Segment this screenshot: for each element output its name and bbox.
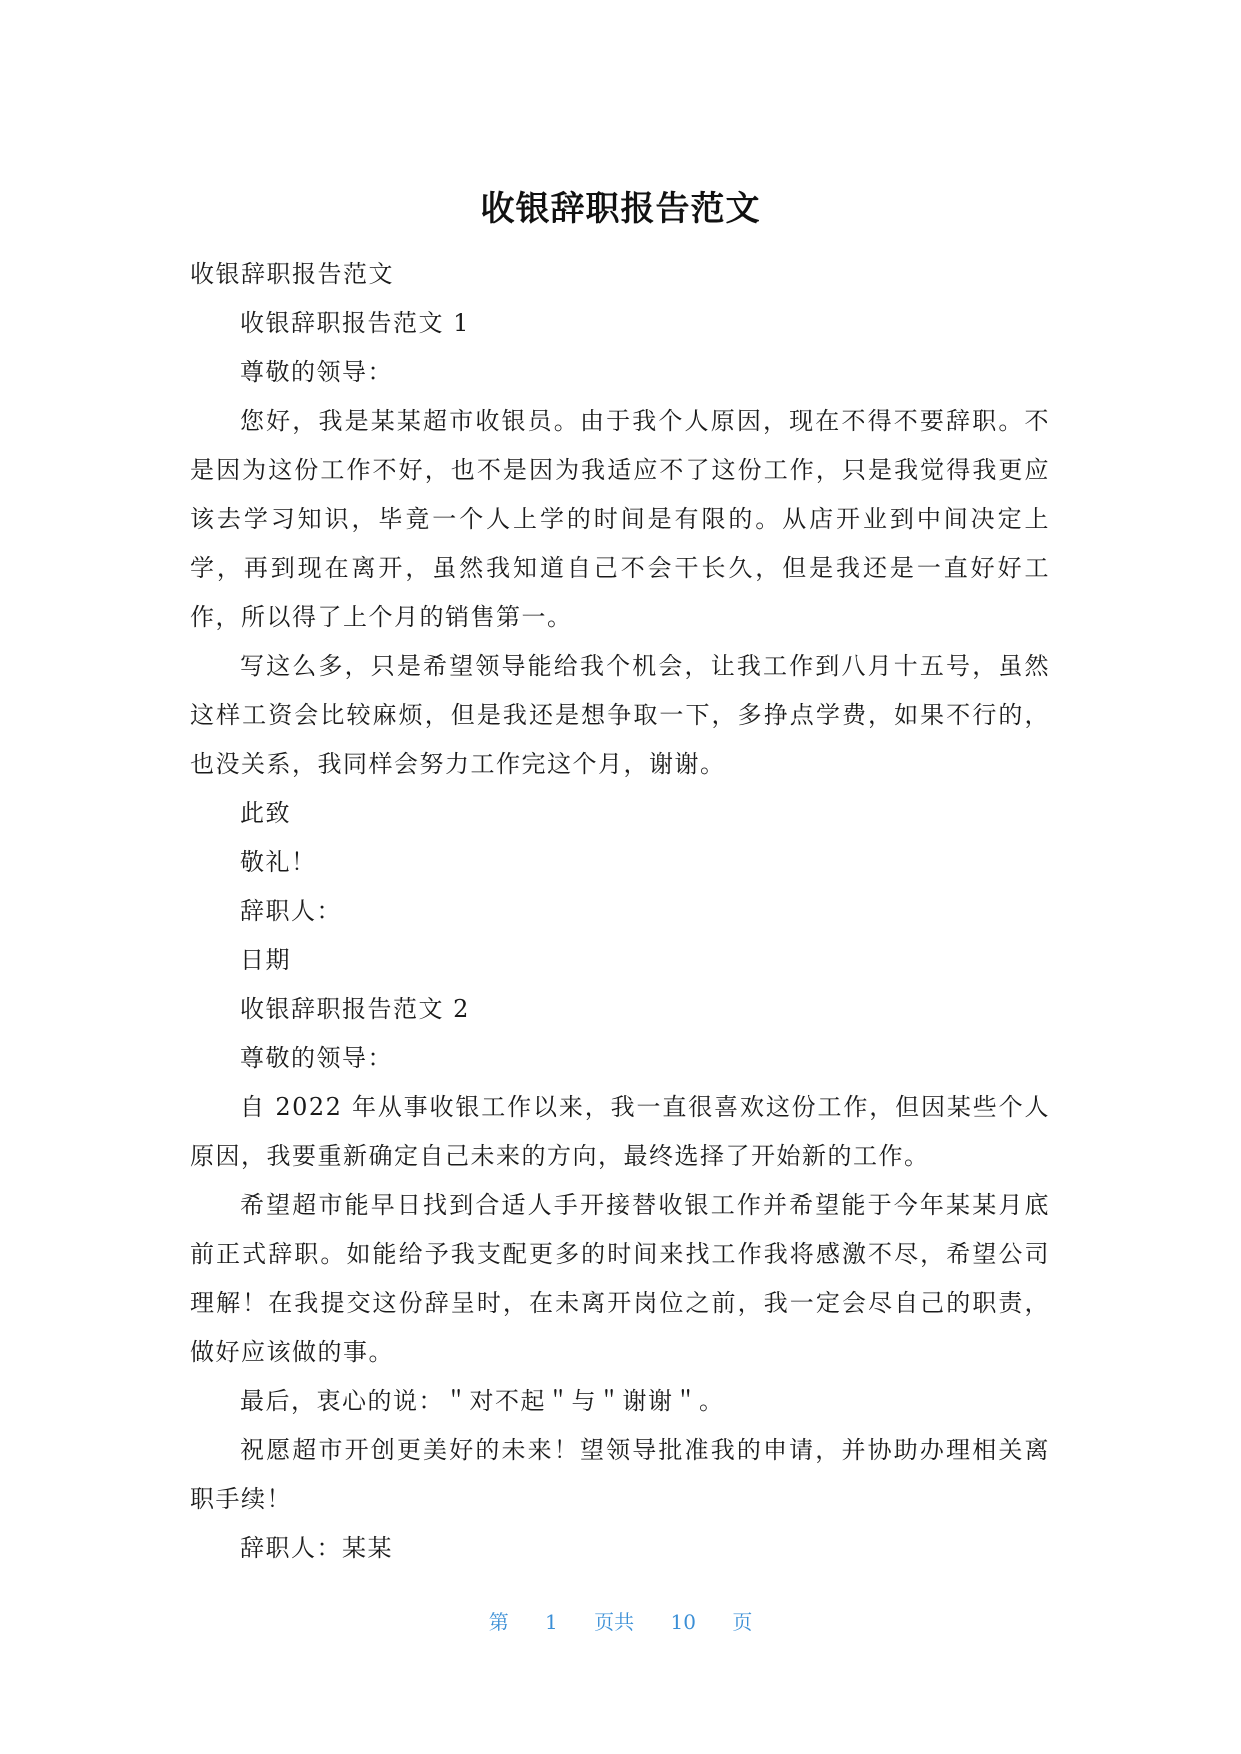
- page-suffix: 页: [732, 1610, 753, 1634]
- paragraph: 收银辞职报告范文 2: [240, 995, 470, 1023]
- document-title: 收银辞职报告范文: [480, 189, 761, 229]
- paragraph: 尊敬的领导：: [240, 358, 393, 386]
- paragraph: 祝愿超市开创更美好的未来！望领导批准我的申请，并协助办理相关离职手续！: [190, 1436, 1050, 1513]
- paragraph: 您好，我是某某超市收银员。由于我个人原因，现在不得不要辞职。不是因为这份工作不好，也不是因为我适应不了这份工作，只是我觉得我更应该去学习知识，毕竟一个人上学的时间是有限的。从店开业到中间决定上学，再到现在离开，虽然我知道自己不会干长久，但是我还是一直好好工作，所以得了上个月的销售第一。: [190, 407, 1050, 631]
- paragraph: 此致: [240, 799, 291, 827]
- paragraph: 收银辞职报告范文: [190, 260, 394, 288]
- paragraph: 自 2022 年从事收银工作以来，我一直很喜欢这份工作，但因某些个人原因，我要重新确定自己未来的方向，最终选择了开始新的工作。: [190, 1093, 1050, 1170]
- total-pages: 10: [670, 1610, 696, 1634]
- paragraph: 收银辞职报告范文 1: [240, 309, 470, 337]
- page-number: 1: [545, 1610, 558, 1634]
- paragraph: 日期: [240, 946, 291, 974]
- page-label: 第: [488, 1610, 509, 1634]
- document-body: [190, 250, 1050, 1573]
- paragraph: 辞职人：: [240, 897, 342, 925]
- paragraph: 辞职人：某某: [240, 1534, 393, 1562]
- paragraph: 最后，衷心的说：＂对不起＂与＂谢谢＂。: [240, 1387, 725, 1415]
- paragraph: 敬礼！: [240, 848, 317, 876]
- paragraph: 写这么多，只是希望领导能给我个机会，让我工作到八月十五号，虽然这样工资会比较麻烦，但是我还是想争取一下，多挣点学费，如果不行的，也没关系，我同样会努力工作完这个月，谢谢。: [190, 652, 1050, 778]
- page-footer: [0, 1608, 1241, 1636]
- page-mid-label: 页共: [594, 1610, 635, 1634]
- paragraph: 尊敬的领导：: [240, 1044, 393, 1072]
- paragraph: 希望超市能早日找到合适人手开接替收银工作并希望能于今年某某月底前正式辞职。如能给予我支配更多的时间来找工作我将感激不尽，希望公司理解！在我提交这份辞呈时，在未离开岗位之前，我一定会尽自己的职责，做好应该做的事。: [190, 1191, 1050, 1366]
